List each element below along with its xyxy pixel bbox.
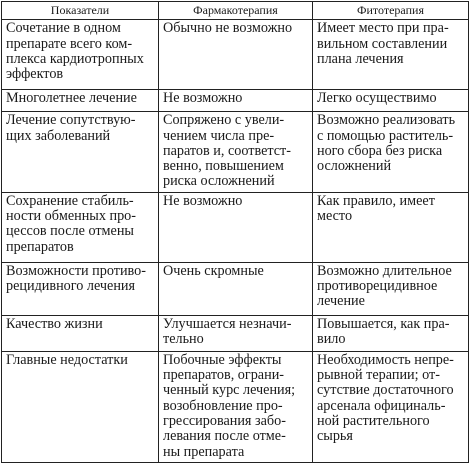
row-indicator: Сочетание в одном препарате всего ком- плекса кардиотропных эффектов bbox=[2, 20, 159, 90]
phytotherapy-cell: Как правило, имеет место bbox=[313, 192, 469, 262]
header-phytotherapy: Фитотерапия bbox=[313, 2, 469, 20]
row-indicator: Сохранение стабиль- ности обменных про- цессов после отмены препаратов bbox=[2, 192, 159, 262]
table-row bbox=[2, 112, 469, 192]
comparison-table bbox=[1, 1, 469, 463]
row-indicator: Лечение сопутствую- щих заболеваний bbox=[2, 112, 159, 192]
pharmacotherapy-cell: Обычно не возможно bbox=[159, 20, 313, 90]
phytotherapy-cell: Легко осуществимо bbox=[313, 90, 469, 112]
row-indicator: Качество жизни bbox=[2, 315, 159, 351]
table-row bbox=[2, 315, 469, 351]
phytotherapy-cell: Возможно реализовать с помощью раститель- ного сбора без риска осложнений bbox=[313, 112, 469, 192]
header-indicators: Показатели bbox=[2, 2, 159, 20]
pharmacotherapy-cell: Побочные эффекты препаратов, ограни- ченный курс лечения; возобновление про- грессирования забо- левания после отме- ны препарата bbox=[159, 351, 313, 462]
pharmacotherapy-cell: Улучшается незначи- тельно bbox=[159, 315, 313, 351]
row-indicator: Многолетнее лечение bbox=[2, 90, 159, 112]
row-indicator: Возможности противо- рецидивного лечения bbox=[2, 262, 159, 315]
pharmacotherapy-cell: Не возможно bbox=[159, 90, 313, 112]
phytotherapy-cell: Имеет место при пра- вильном составлении плана лечения bbox=[313, 20, 469, 90]
table-row bbox=[2, 20, 469, 90]
header-row bbox=[2, 2, 469, 20]
table-row bbox=[2, 192, 469, 262]
pharmacotherapy-cell: Очень скромные bbox=[159, 262, 313, 315]
header-pharmacotherapy: Фармакотерапия bbox=[159, 2, 313, 20]
phytotherapy-cell: Возможно длительное противорецидивное лечение bbox=[313, 262, 469, 315]
phytotherapy-cell: Необходимость непре- рывной терапии; от- сутствие достаточного арсенала официналь- ной растительного сырья bbox=[313, 351, 469, 462]
table-row bbox=[2, 90, 469, 112]
table-row bbox=[2, 351, 469, 462]
pharmacotherapy-cell: Сопряжено с увели- чением числа пре- паратов и, соответст- венно, повышением риска осложнений bbox=[159, 112, 313, 192]
phytotherapy-cell: Повышается, как пра- вило bbox=[313, 315, 469, 351]
table-row bbox=[2, 262, 469, 315]
pharmacotherapy-cell: Не возможно bbox=[159, 192, 313, 262]
row-indicator: Главные недостатки bbox=[2, 351, 159, 462]
